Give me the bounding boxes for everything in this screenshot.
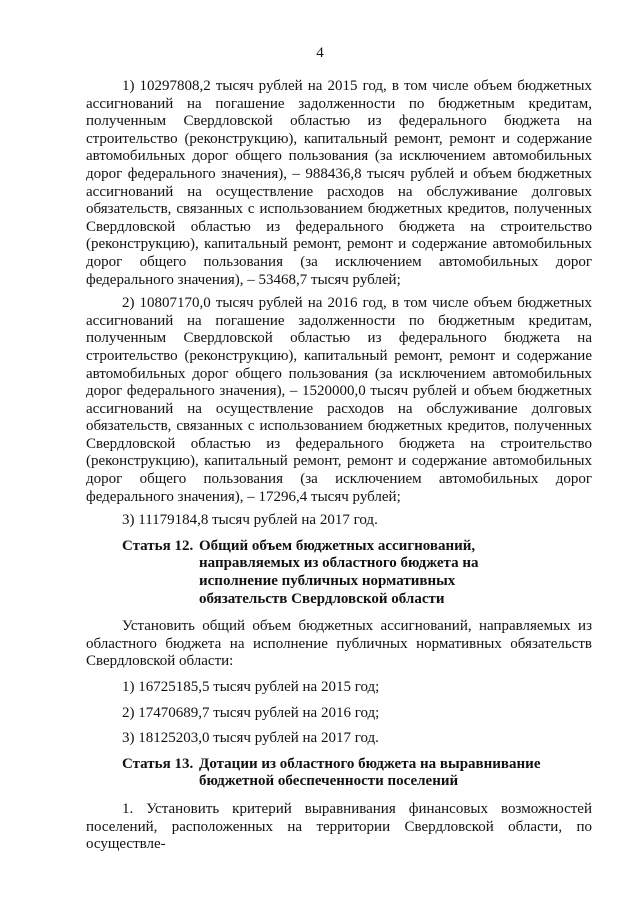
article-12-label: Статья 12. — [122, 537, 194, 554]
article-12-title-line: направляемых из областного бюджета на — [199, 555, 479, 572]
article-13-label: Статья 13. — [122, 755, 194, 772]
article-12-heading — [86, 538, 592, 608]
paragraph-2017-budget: 3) 11179184,8 тысяч рублей на 2017 год. — [122, 512, 378, 529]
page-number: 4 — [316, 45, 324, 61]
article-13-title-line: бюджетной обеспеченности поселений — [199, 773, 459, 790]
document-body — [86, 78, 592, 854]
article-12-item-2017: 3) 18125203,0 тысяч рублей на 2017 год. — [122, 730, 379, 747]
paragraph-2015-budget: 1) 10297808,2 тысяч рублей на 2015 год, в том числе объем бюджетных ассигнований на погашение задолженности по бюджетным кредитам, полученным Свердловской областью из федерального бюджета на строительство (реконструкцию), капитальный ремонт, ремонт и содержание автомобильных дорог общего пользования (за исключением автомобильных дорог федерального значения), – 988436,8 тысяч рублей и объем бюджетных ассигнований на осуществление расходов на обслуживание долговых обязательств, связанных с использованием бюджетных кредитов, полученных Свердловской областью из федерального бюджета на строительство (реконструкцию), капитальный ремонт, ремонт и содержание автомобильных дорог общего пользования (за исключением автомобильных дорог федерального значения), – 53468,7 тысяч рублей; — [86, 78, 592, 288]
article-13-title-line: Дотации из областного бюджета на выравнивание — [199, 755, 541, 772]
paragraph-2016-budget: 2) 10807170,0 тысяч рублей на 2016 год, в том числе объем бюджетных ассигнований на погашение задолженности по бюджетным кредитам, полученным Свердловской областью из федерального бюджета на строительство (реконструкцию), капитальный ремонт, ремонт и содержание автомобильных дорог общего пользования (за исключением автомобильных дорог федерального значения), – 1520000,0 тысяч рублей и объем бюджетных ассигнований на осуществление расходов на обслуживание долговых обязательств, связанных с использованием бюджетных кредитов, полученных Свердловской областью из федерального бюджета на строительство (реконструкцию), капитальный ремонт, ремонт и содержание автомобильных дорог общего пользования (за исключением автомобильных дорог федерального значения), – 17296,4 тысяч рублей; — [86, 295, 592, 505]
article-13-heading — [86, 756, 592, 791]
article-13-paragraph-1: 1. Установить критерий выравнивания финансовых возможностей поселений, расположенных на территории Свердловской области, по осуществле- — [86, 800, 592, 853]
article-12-title-line: Общий объем бюджетных ассигнований, — [199, 537, 476, 554]
article-12-title-line: обязательств Свердловской области — [199, 590, 445, 607]
article-12-item-2015: 1) 16725185,5 тысяч рублей на 2015 год; — [122, 679, 380, 695]
article-12-title-line: исполнение публичных нормативных — [199, 573, 456, 590]
article-12-intro: Установить общий объем бюджетных ассигнований, направляемых из областного бюджета на исполнение публичных нормативных обязательств Свердловской области: — [86, 618, 592, 670]
article-12-item-2016: 2) 17470689,7 тысяч рублей на 2016 год; — [122, 704, 380, 721]
